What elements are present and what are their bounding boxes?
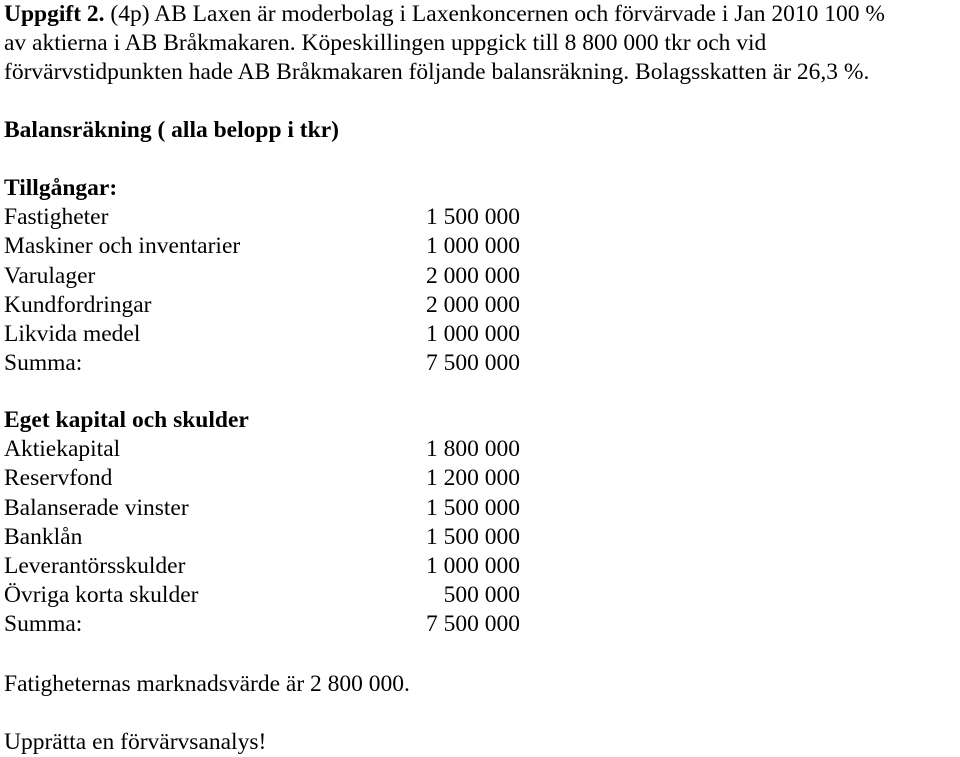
equity-row: [4, 435, 564, 464]
liability-row: [4, 523, 564, 552]
liability-row: [4, 552, 564, 581]
row-amount: 1 000 000: [426, 320, 520, 347]
row-amount: 1 500 000: [426, 204, 520, 231]
task-intro: [4, 0, 956, 87]
row-amount: 1 000 000: [426, 552, 520, 579]
row-name: Summa:: [4, 611, 83, 638]
row-amount: 1 800 000: [426, 436, 520, 463]
equity-liabilities-section: [4, 406, 564, 640]
equity-row: [4, 494, 564, 523]
market-value-note: Fatigheternas marknadsvärde är 2 800 000.: [4, 671, 410, 697]
instruction-text: Upprätta en förvärvsanalys!: [4, 729, 267, 755]
liability-row: [4, 581, 564, 610]
row-name: Kundfordringar: [4, 291, 152, 318]
row-name: Leverantörsskulder: [4, 552, 186, 579]
assets-row: [4, 320, 564, 349]
intro-line-2: av aktierna i AB Bråkmakaren. Köpeskillingen uppgick till 8 800 000 tkr och vid: [4, 30, 767, 56]
row-amount: 1 200 000: [426, 465, 520, 492]
intro-line-3: förvärvstidpunkten hade AB Bråkmakaren följande balansräkning. Bolagsskatten är 26,3 %.: [4, 59, 870, 85]
equity-liabilities-total-row: [4, 610, 564, 639]
assets-total-row: [4, 349, 564, 378]
assets-row: [4, 291, 564, 320]
assets-section: [4, 174, 564, 378]
assets-row: [4, 262, 564, 291]
document-page: [4, 0, 956, 755]
row-name: Reservfond: [4, 465, 113, 492]
row-amount: 7 500 000: [426, 350, 520, 377]
assets-row: [4, 203, 564, 232]
row-amount: 1 000 000: [426, 233, 520, 260]
row-name: Övriga korta skulder: [4, 582, 199, 609]
assets-row: [4, 232, 564, 261]
equity-liabilities-heading: Eget kapital och skulder: [4, 407, 249, 433]
task-label: Uppgift 2.: [4, 1, 105, 27]
row-name: Maskiner och inventarier: [4, 233, 241, 260]
row-name: Balanserade vinster: [4, 494, 189, 521]
row-name: Summa:: [4, 350, 83, 377]
row-amount: 500 000: [443, 582, 520, 609]
row-amount: 1 500 000: [426, 494, 520, 521]
row-name: Aktiekapital: [4, 436, 121, 463]
assets-heading: Tillgångar:: [4, 175, 118, 201]
row-name: Fastigheter: [4, 204, 109, 231]
equity-row: [4, 464, 564, 493]
row-amount: 1 500 000: [426, 523, 520, 550]
intro-line-1: (4p) AB Laxen är moderbolag i Laxenkoncernen och förvärvade i Jan 2010 100 %: [104, 1, 886, 27]
row-amount: 2 000 000: [426, 291, 520, 318]
row-name: Banklån: [4, 523, 83, 550]
row-name: Likvida medel: [4, 320, 141, 347]
row-amount: 2 000 000: [426, 262, 520, 289]
row-amount: 7 500 000: [426, 611, 520, 638]
balance-sheet-title: Balansräkning ( alla belopp i tkr): [4, 117, 339, 143]
row-name: Varulager: [4, 262, 96, 289]
